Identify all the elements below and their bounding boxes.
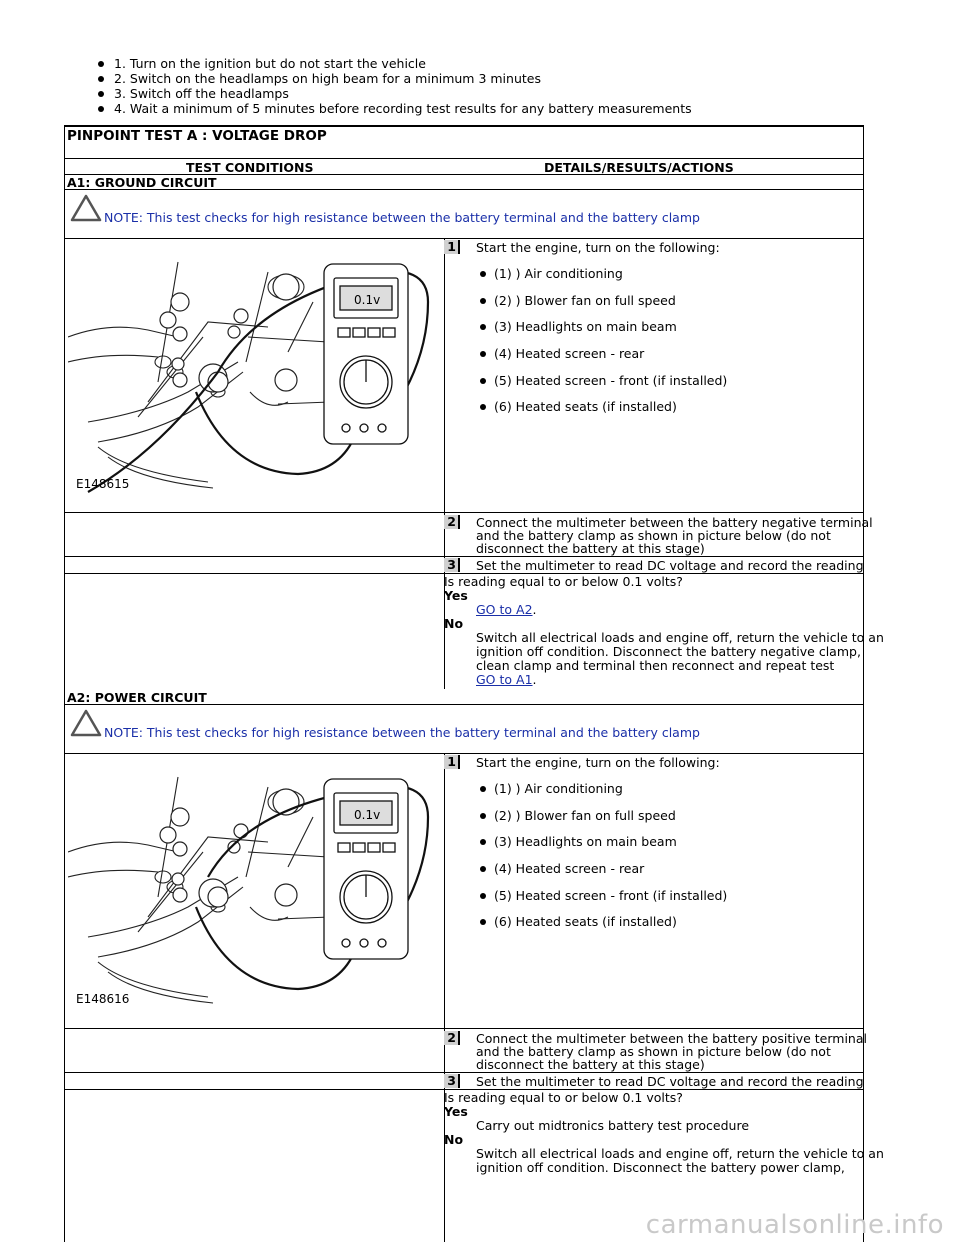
section-heading-a2: A2: POWER CIRCUIT — [67, 690, 207, 705]
question-text: Is reading equal to or below 0.1 volts? — [444, 1090, 683, 1105]
step-text: Connect the multimeter between the battery negative terminal and the battery clamp as shown in picture below (do not disconnect the battery at this stage) — [476, 515, 873, 556]
divider — [64, 158, 864, 159]
multimeter-figure-a2 — [68, 757, 440, 1024]
no-text: Switch all electrical loads and engine off, return the vehicle to an ignition off condition. Disconnect the battery negative clamp, clean clamp and terminal then reconnect and repeat test — [476, 630, 884, 673]
step-number: 3 — [444, 1074, 460, 1088]
figure-id: E148615 — [76, 477, 130, 491]
no-label: No — [444, 1132, 464, 1147]
divider — [444, 753, 445, 1028]
divider — [64, 1072, 864, 1073]
no-label: No — [444, 616, 464, 631]
load-item: (6) Heated seats (if installed) — [480, 914, 727, 941]
divider — [64, 512, 864, 513]
warning-triangle-icon — [70, 708, 102, 738]
table-top-border — [64, 125, 864, 127]
load-item: (3) Headlights on main beam — [480, 319, 727, 346]
note-a2 — [70, 708, 700, 740]
intro-steps — [96, 56, 692, 116]
intro-step: 1. Turn on the ignition but do not start the vehicle — [96, 56, 692, 71]
step-text: Set the multimeter to read DC voltage and record the reading — [476, 558, 864, 573]
divider — [64, 238, 864, 239]
page-title: PINPOINT TEST A : VOLTAGE DROP — [67, 128, 327, 144]
intro-step: 2. Switch on the headlamps on high beam for a minimum 3 minutes — [96, 71, 692, 86]
note-text: NOTE: This test checks for high resistance between the battery terminal and the battery clamp — [104, 725, 700, 740]
load-item: (4) Heated screen - rear — [480, 861, 727, 888]
step-number: 3 — [444, 558, 460, 572]
no-text: Switch all electrical loads and engine off, return the vehicle to an ignition off condition. Disconnect the battery power clamp, — [476, 1146, 884, 1175]
watermark: carmanualsonline.info — [645, 1210, 944, 1240]
period: . — [532, 672, 537, 687]
step-text: Start the engine, turn on the following: — [476, 240, 720, 255]
load-item: (1) ) Air conditioning — [480, 781, 727, 808]
step-number: 2 — [444, 515, 460, 529]
section-heading-a1: A1: GROUND CIRCUIT — [67, 175, 217, 190]
multimeter-figure-a1 — [68, 242, 440, 509]
divider — [64, 556, 864, 557]
note-a1 — [70, 193, 700, 225]
divider — [64, 189, 864, 190]
result-block — [444, 575, 886, 687]
yes-label: Yes — [444, 1104, 468, 1119]
meter-display: 0.1v — [354, 293, 381, 307]
step-number: 2 — [444, 1031, 460, 1045]
figure-id: E148616 — [76, 992, 130, 1006]
load-item: (4) Heated screen - rear — [480, 346, 727, 373]
multimeter-illustration — [68, 757, 440, 1021]
load-item: (2) ) Blower fan on full speed — [480, 808, 727, 835]
step-text: Start the engine, turn on the following: — [476, 755, 720, 770]
intro-step: 3. Switch off the headlamps — [96, 86, 692, 101]
yes-text: Carry out midtronics battery test procedure — [476, 1118, 750, 1133]
go-to-a2-link[interactable]: GO to A2 — [476, 602, 533, 617]
divider — [444, 238, 445, 512]
step-text: Set the multimeter to read DC voltage and record the reading — [476, 1074, 864, 1089]
go-to-a1-link[interactable]: GO to A1 — [476, 672, 533, 687]
step-text: Connect the multimeter between the battery positive terminal and the battery clamp as shown in picture below (do not disconnect the battery at this stage) — [476, 1031, 867, 1072]
divider — [64, 753, 864, 754]
load-list — [480, 266, 727, 426]
multimeter-illustration — [68, 242, 440, 506]
divider — [64, 1028, 864, 1029]
load-item: (6) Heated seats (if installed) — [480, 399, 727, 426]
load-item: (5) Heated screen - front (if installed) — [480, 888, 727, 915]
step-number: 1 — [444, 755, 460, 769]
load-list — [480, 781, 727, 941]
column-header-details: DETAILS/RESULTS/ACTIONS — [544, 160, 734, 175]
period: . — [532, 602, 537, 617]
load-item: (3) Headlights on main beam — [480, 834, 727, 861]
load-item: (5) Heated screen - front (if installed) — [480, 373, 727, 400]
yes-label: Yes — [444, 588, 468, 603]
load-item: (2) ) Blower fan on full speed — [480, 293, 727, 320]
divider — [64, 704, 864, 705]
intro-step: 4. Wait a minimum of 5 minutes before recording test results for any battery measurements — [96, 101, 692, 116]
load-item: (1) ) Air conditioning — [480, 266, 727, 293]
column-header-conditions: TEST CONDITIONS — [186, 160, 314, 175]
result-block — [444, 1091, 886, 1175]
step-number: 1 — [444, 240, 460, 254]
meter-display: 0.1v — [354, 808, 381, 822]
note-text: NOTE: This test checks for high resistance between the battery terminal and the battery clamp — [104, 210, 700, 225]
question-text: Is reading equal to or below 0.1 volts? — [444, 574, 683, 589]
warning-triangle-icon — [70, 193, 102, 223]
